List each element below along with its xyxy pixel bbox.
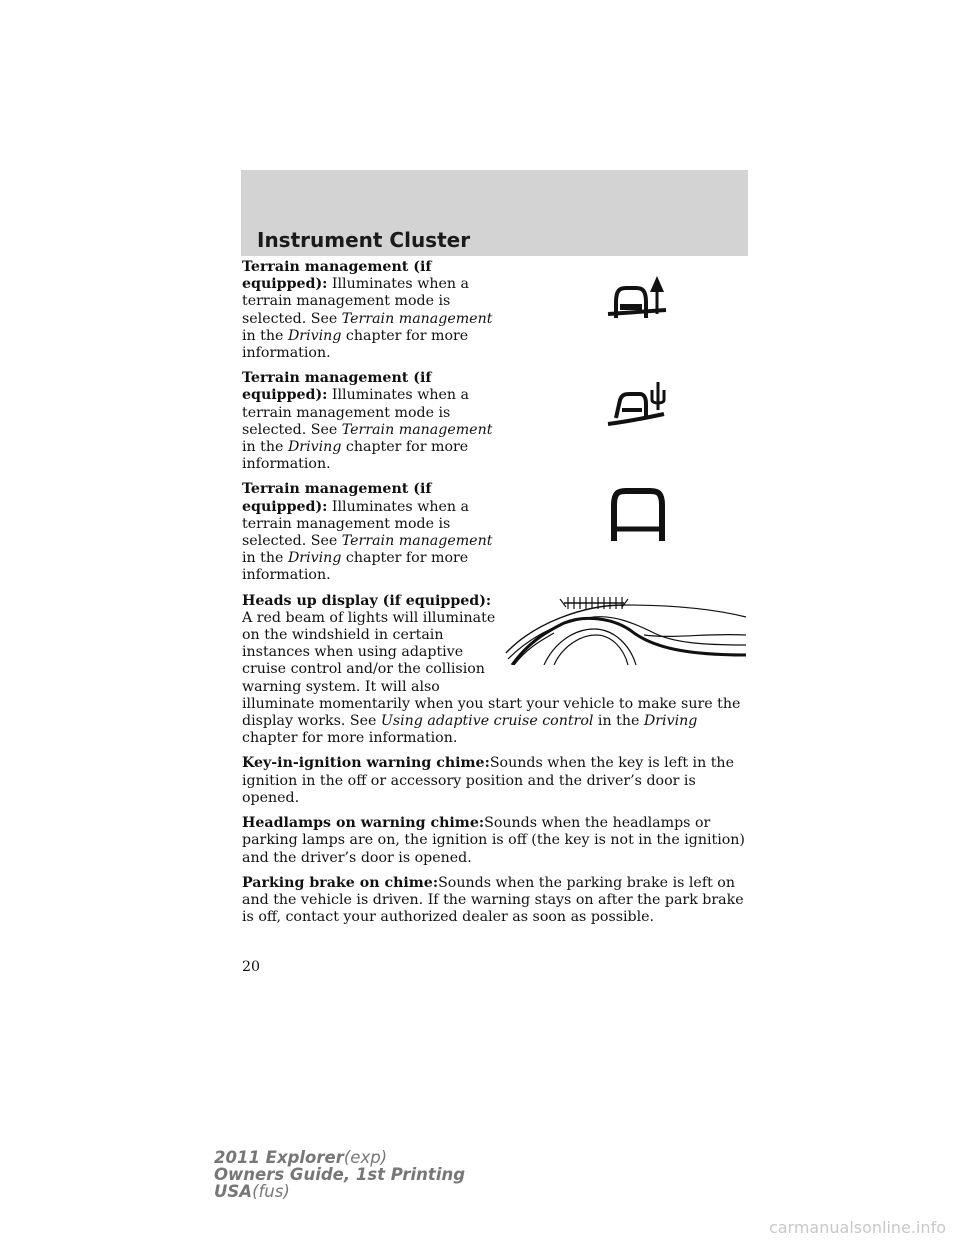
watermark-text: carmanualsonline.info: [768, 1218, 946, 1237]
terrain-entry-3: [242, 481, 748, 592]
entry-label: Headlamps on warning chime:: [242, 815, 485, 832]
terrain-entry-2-text: Terrain management (if equipped): Illuminates when a terrain management mode is selected. See Terrain management in the Driving chapter for more information.: [242, 370, 493, 473]
entry-label: Terrain management (if equipped):: [242, 481, 432, 515]
terrain-sand-icon: [528, 259, 748, 330]
headlamps-on-chime: Headlamps on warning chime:Sounds when the headlamps or parking lamps are on, the ignition is off (the key is not in the ignition) and the driver’s door is opened.: [242, 815, 745, 866]
entry-label: Terrain management (if equipped):: [242, 259, 432, 293]
document-footer: 2011 Explorer(exp) Owners Guide, 1st Printing USA(fus): [214, 1148, 466, 1201]
chapter-title: Instrument Cluster: [257, 228, 471, 252]
page-content: [242, 259, 748, 934]
key-in-ignition-chime: Key-in-ignition warning chime:Sounds when the key is left in the ignition in the off or accessory position and the driver’s door is opened.: [242, 755, 734, 806]
terrain-entry-1: [242, 259, 748, 370]
terrain-entry-1-text: Terrain management (if equipped): Illuminates when a terrain management mode is selected. See Terrain management in the Driving chapter for more information.: [242, 259, 493, 362]
entry-label: Parking brake on chime:: [242, 874, 439, 891]
terrain-normal-icon: [528, 481, 748, 549]
page-number: 20: [242, 959, 261, 975]
entry-label: Key-in-ignition warning chime:: [242, 755, 490, 772]
hud-entry-text-wrapped: Heads up display (if equipped): A red beam of lights will illuminate on the windshield in certain instances when using adaptive cruise control and/or the collision warning system. It will also: [242, 592, 496, 695]
terrain-entry-2: [242, 370, 748, 481]
hud-entry-text-full: illuminate momentarily when you start your vehicle to make sure the display works. See Using adaptive cruise control in the Driving chapter for more information.: [242, 695, 741, 747]
terrain-entry-3-text: Terrain management (if equipped): Illuminates when a terrain management mode is selected. See Terrain management in the Driving chapter for more information.: [242, 481, 493, 584]
chapter-header-band: [241, 170, 748, 256]
entry-label: Heads up display (if equipped):: [242, 592, 492, 609]
terrain-mud-icon: [528, 370, 748, 434]
parking-brake-chime: Parking brake on chime:Sounds when the parking brake is left on and the vehicle is driven. If the warning stays on after the park brake is off, contact your authorized dealer as soon as possible.: [242, 874, 744, 926]
entry-label: Terrain management (if equipped):: [242, 370, 432, 404]
hud-entry: [242, 593, 748, 748]
heads-up-display-icon: [504, 593, 748, 665]
